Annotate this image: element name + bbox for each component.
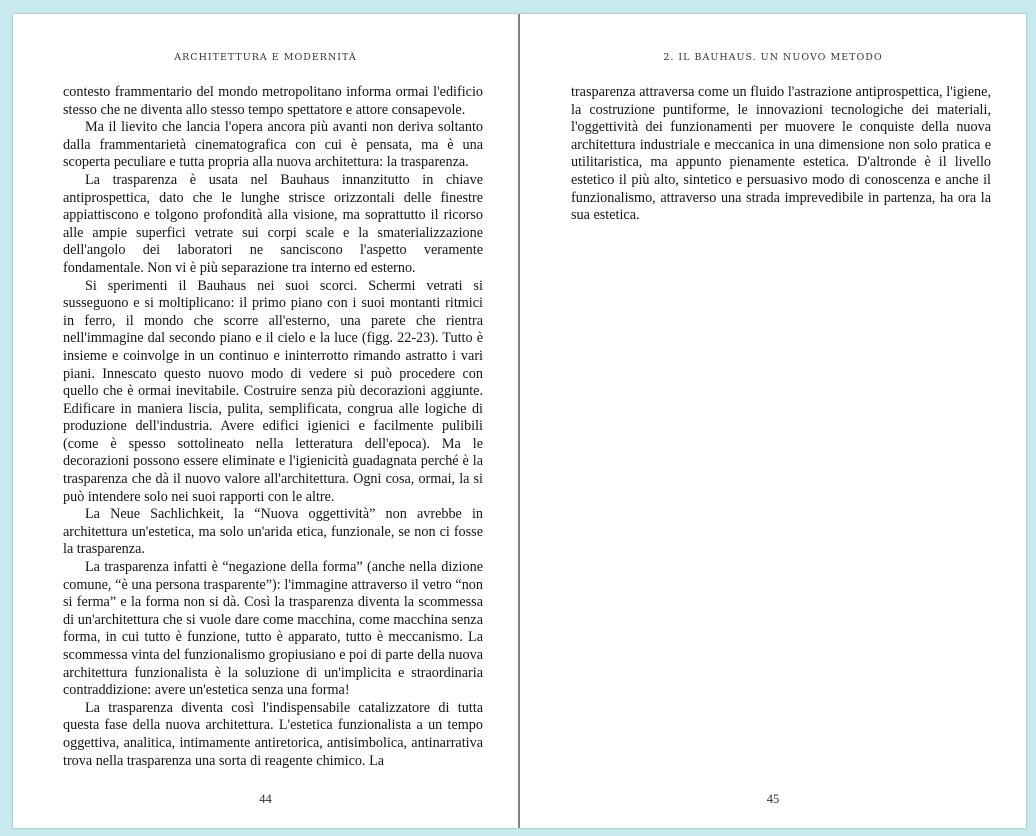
body-text-right: [571, 84, 991, 225]
paragraph: Si sperimenti il Bauhaus nei suoi scorci. Schermi vetrati si susseguono e si moltiplicano: il primo piano con i suoi montanti ritmici in ferro, il mondo che scorre all'esterno, una parete che rientra nell'immagine dal secondo piano e il cielo e la luce (figg. 22-23). Tutto è insieme e coinvolge in un continuo e ininterrotto rimando astratto i vari piani. Innescato questo nuovo modo di vedere si può procedere con quello che è ormai inevitabile. Costruire senza più decorazioni aggiunte. Edificare in maniera liscia, pulita, semplificata, congrua alle logiche di produzione dell'industria. Avere edifici igienici e facilmente pulibili (come è spesso sottolineato nella letteratura dell'epoca). Ma le decorazioni possono essere eliminate e l'igienicità guadagnata perché è la trasparenza che dà il nuovo valore all'architettura. Ogni cosa, ormai, la si può intendere solo nei suoi rapporti con le altre.: [63, 277, 483, 505]
running-head-right: 2. IL BAUHAUS. UN NUOVO METODO: [663, 52, 883, 63]
paragraph: La trasparenza è usata nel Bauhaus innanzitutto in chiave antiprospettica, dato che le lunghe strisce orizzontali delle finestre appiattiscono e tolgono profondità alla visione, ma soprattutto il ricorso alle ampie superfici vetrate sui corpi scale e la smaterializzazione dell'angolo dei laboratori ne sanciscono l'aspetto veramente fondamentale. Non vi è più separazione tra interno ed esterno.: [63, 171, 483, 276]
page-left: [13, 14, 518, 828]
body-text-left: [63, 84, 483, 770]
page-number-right: 45: [766, 792, 780, 806]
paragraph: Ma il lievito che lancia l'opera ancora più avanti non deriva soltanto dalla frammentarietà cinematografica con cui è pensata, ma è una scoperta peculiare e tutta propria alla nuova architettura: la trasparenza.: [63, 119, 483, 171]
page-right: [520, 14, 1026, 828]
paragraph: La trasparenza infatti è “negazione della forma” (anche nella dizione comune, “è una persona trasparente”): l'immagine attraverso il vetro “non si ferma” e la forma non si dà. Così la trasparenza diventa la scommessa di un'architettura che si vuole dare come macchina, come macchina senza forma, in cui tutto è funzione, tutto è apparato, tutto è meccanismo. La scommessa vinta del funzionalismo gropiusiano e poi di parte della nuova architettura funzionalista è la soluzione di un'implicita e straordinaria contraddizione: avere un'estetica senza una forma!: [63, 559, 484, 699]
paragraph: contesto frammentario del mondo metropolitano informa ormai l'edificio stesso che ne diventa allo stesso tempo spettatore e attore consapevole.: [63, 84, 483, 118]
page-number-left: 44: [259, 792, 272, 806]
paragraph: La trasparenza diventa così l'indispensabile catalizzatore di tutta questa fase della nuova architettura. L'estetica funzionalista a un tempo oggettiva, analitica, intimamente antiretorica, antisimbolica, antinarrativa trova nella trasparenza una sorta di reagente chimico. La: [63, 699, 483, 769]
paragraph: La Neue Sachlichkeit, la “Nuova oggettività” non avrebbe in architettura un'estetica, ma solo un'arida etica, funzionale, se non ci fosse la trasparenza.: [63, 506, 483, 558]
paragraph: trasparenza attraversa come un fluido l'astrazione antiprospettica, l'igiene, la costruzione puntiforme, le innovazioni tecnologiche dei materiali, l'oggettività dei funzionamenti per muovere le conquiste della nuova architettura industriale e meccanica in una dimensione non solo pratica e utilitaristica, ma appunto pienamente estetica. D'altronde è il livello estetico il più alto, sintetico e persuasivo modo di conoscenza e anche il funzionalismo, attraverso una strada imprevedibile in partenza, ha ora la sua estetica.: [571, 84, 991, 224]
running-head-left: ARCHITETTURA E MODERNITÀ: [174, 52, 357, 63]
